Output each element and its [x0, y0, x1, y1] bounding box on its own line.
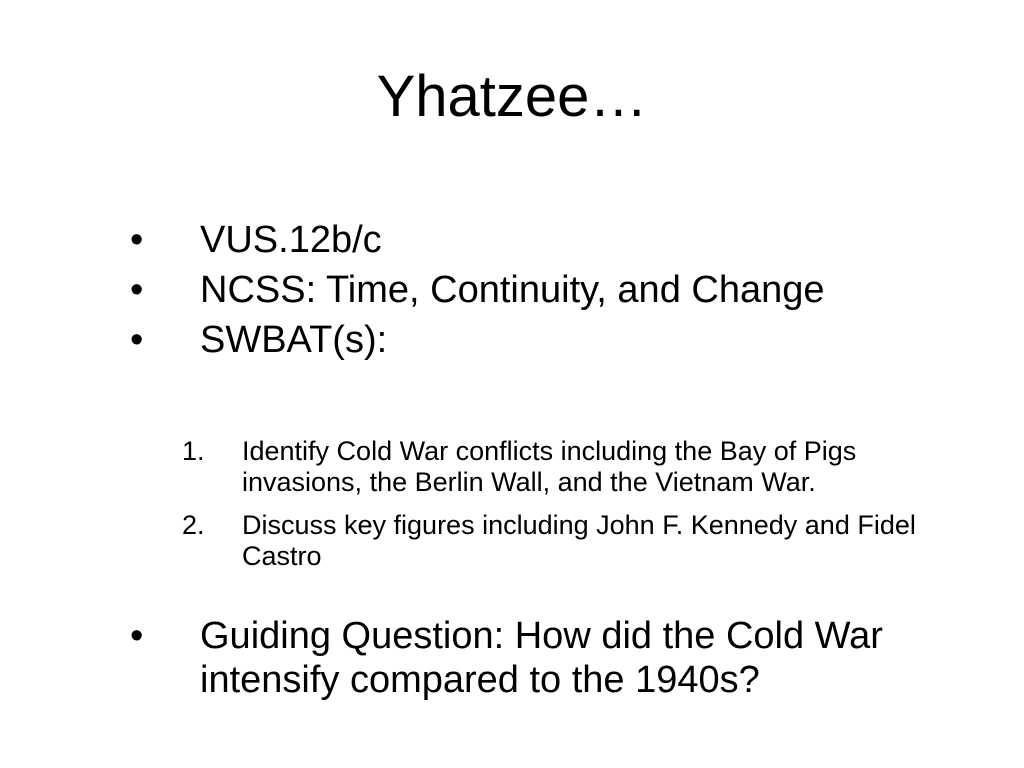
bullet-marker: • [130, 615, 144, 657]
item-number: 1. [182, 436, 205, 466]
bullet-marker: • [130, 219, 144, 261]
bullet-list-guiding [126, 614, 966, 708]
bullet-text: SWBAT(s): [200, 319, 388, 361]
slide-title: Yhatzee… [376, 64, 648, 129]
bullet-list [126, 218, 966, 368]
numbered-item [126, 510, 966, 572]
bullet-text: Guiding Question: How did the Cold War intensify compared to the 1940s? [200, 615, 883, 701]
item-text: Identify Cold War conflicts including the Bay of Pigs invasions, the Berlin Wall, and the Vietnam War. [242, 436, 857, 497]
bullet-item [126, 268, 966, 312]
bullet-marker: • [130, 319, 144, 361]
bullet-item [126, 614, 966, 702]
bullet-item [126, 318, 966, 362]
bullet-text: NCSS: Time, Continuity, and Change [200, 269, 825, 311]
bullet-text: VUS.12b/c [200, 219, 382, 261]
numbered-item [126, 436, 966, 498]
numbered-sublist [126, 436, 966, 584]
bullet-marker: • [130, 269, 144, 311]
item-text: Discuss key figures including John F. Kennedy and Fidel Castro [242, 510, 916, 571]
item-number: 2. [182, 510, 205, 540]
bullet-item [126, 218, 966, 262]
